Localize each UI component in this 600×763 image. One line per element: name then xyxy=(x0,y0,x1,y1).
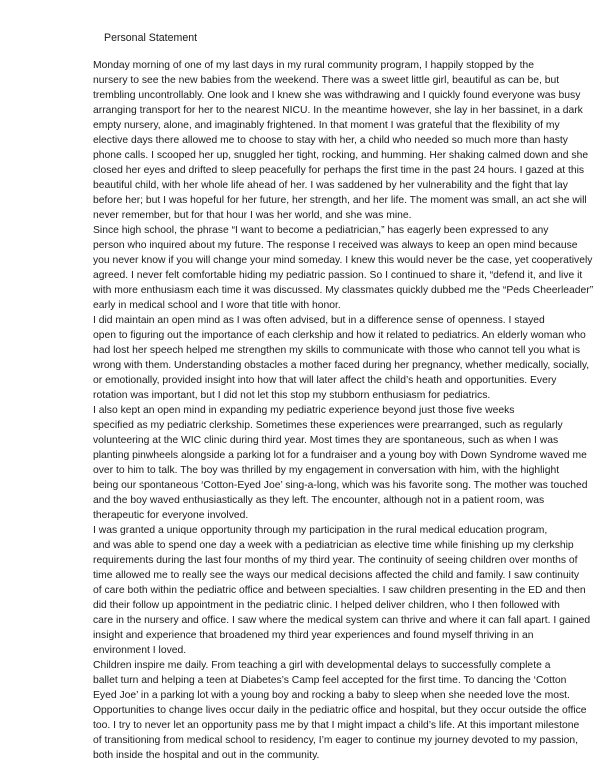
text-line: Children inspire me daily. From teaching a girl with developmental delays to successfully complete a xyxy=(93,660,551,671)
text-line: I did maintain an open mind as I was often advised, but in a difference sense of openness. I stayed xyxy=(93,315,545,326)
text-line: Monday morning of one of my last days in my rural community program, I happily stopped by the xyxy=(93,60,534,71)
text-line: of care both within the pediatric office and between specialties. I saw children presenting in the ED and then xyxy=(93,585,586,596)
text-line: therapeutic for everyone involved. xyxy=(93,510,249,521)
document-body xyxy=(56,58,594,763)
text-line: beautiful child, with her whole life ahead of her. I was saddened by her vulnerability and the fight that lay xyxy=(93,180,568,191)
text-line: wrong with them. Understanding obstacles a mother faced during her pregnancy, whether medically, socially, xyxy=(93,360,590,371)
text-line: closed her eyes and drifted to sleep peacefully for perhaps the first time in the past 24 hours. I gazed at this xyxy=(93,165,585,176)
text-line: both inside the hospital and out in the community. xyxy=(93,750,320,761)
text-line: ballet turn and helping a teen at Diabetes’s Camp feel accepted for the first time. To dancing the ‘Cotton xyxy=(93,675,567,686)
text-line: never remember, but for that hour I was her world, and she was mine. xyxy=(93,210,412,221)
text-line: early in medical school and I wore that title with honor. xyxy=(93,300,341,311)
text-line: and was able to spend one day a week with a pediatrician as elective time while finishing up my clerkship xyxy=(93,540,574,551)
text-line: insight and experience that broadened my third year experiences and found myself thriving in an xyxy=(93,630,534,641)
text-line: arranging transport for her to the nearest NICU. In the meantime however, she lay in her bassinet, in a dark xyxy=(93,105,583,116)
text-line: or emotionally, provided insight into how that will later affect the child’s heath and opportunities. Every xyxy=(93,375,557,386)
text-line: over to him to talk. The boy was thrilled by my engagement in conversation with him, with the highlight xyxy=(93,465,560,476)
text-line: too. I try to never let an opportunity pass me by that I might impact a child’s life. At this important milestone xyxy=(93,720,580,731)
text-line: of transitioning from medical school to residency, I’m eager to continue my journey devoted to my passion, xyxy=(93,735,579,746)
text-line: trembling uncontrollably. One look and I knew she was withdrawing and I quickly found everyone was busy xyxy=(93,90,581,101)
paragraph-3 xyxy=(56,313,590,403)
text-line: Eyed Joe’ in a parking lot with a young boy and rocking a baby to sleep when she needed love the most. xyxy=(93,690,570,701)
paragraph-2 xyxy=(56,223,594,313)
text-line: I was granted a unique opportunity through my participation in the rural medical education program, xyxy=(93,525,548,536)
paragraph-4 xyxy=(56,403,588,523)
paragraph-6 xyxy=(56,658,587,763)
text-line: Opportunities to change lives occur daily in the pediatric office and hospital, but they occur outside the office xyxy=(93,705,587,716)
text-line: planting pinwheels alongside a parking lot for a fundraiser and a young boy with Down Syndrome waved me xyxy=(93,450,587,461)
paragraph-1 xyxy=(56,58,589,223)
text-line: with more enthusiasm each time it was discussed. My classmates quickly dubbed me the “Peds Cheerleader” xyxy=(93,285,594,296)
text-line: Since high school, the phrase “I want to become a pediatrician,” has eagerly been expressed to any xyxy=(93,225,549,236)
text-line: requirements during the last four months of my third year. The continuity of seeing children over months of xyxy=(93,555,578,566)
text-line: volunteering at the WIC clinic during third year. Most times they are spontaneous, such as when I was xyxy=(93,435,559,446)
text-line: care in the nursery and office. I saw where the medical system can thrive and where it can fall apart. I gained xyxy=(93,615,591,626)
text-line: phone calls. I scooped her up, snuggled her tight, rocking, and humming. Her shaking calmed down and she xyxy=(93,150,589,161)
text-line: time allowed me to really see the ways our medical decisions affected the child and family. I saw continuity xyxy=(93,570,580,581)
text-line: before her; but I was hopeful for her future, her strength, and her life. The moment was small, an act she will xyxy=(93,195,587,206)
text-line: environment I loved. xyxy=(93,645,187,656)
text-line: rotation was important, but I did not let this stop my stubborn enthusiasm for pediatrics. xyxy=(93,390,491,401)
text-line: agreed. I never felt comfortable hiding my pediatric passion. So I continued to share it, “defend it, and live it xyxy=(93,270,583,281)
text-line: had lost her speech helped me strengthen my skills to communicate with those who cannot tell you what is xyxy=(93,345,580,356)
page-title: Personal Statement xyxy=(104,32,198,44)
text-line: I also kept an open mind in expanding my pediatric experience beyond just those five weeks xyxy=(93,405,515,416)
text-line: and the boy waved enthusiastically as they left. The encounter, although not in a patient room, was xyxy=(93,495,545,506)
text-line: did their follow up appointment in the pediatric clinic. I helped deliver children, who I then followed with xyxy=(93,600,560,611)
text-line: open to figuring out the importance of each clerkship and how it related to pediatrics. An elderly woman who xyxy=(93,330,586,341)
text-line: person who inquired about my future. The response I received was always to keep an open mind because xyxy=(93,240,578,251)
text-line: elective days there allowed me to choose to stay with her, a child who needed so much more than hasty xyxy=(93,135,568,146)
text-line: you never know if you will change your mind someday. I knew this would never be the case, yet cooperatively xyxy=(93,255,593,266)
text-line: being our spontaneous ‘Cotton-Eyed Joe’ sing-a-long, which was his favorite song. The mother was touched xyxy=(93,480,588,491)
text-line: empty nursery, alone, and imaginably frightened. In that moment I was grateful that the flexibility of my xyxy=(93,120,560,131)
text-line: nursery to see the new babies from the weekend. There was a sweet little girl, beautiful as can be, but xyxy=(93,75,560,86)
text-line: specified as my pediatric clerkship. Sometimes these experiences were prearranged, such as regularly xyxy=(93,420,563,431)
paragraph-5 xyxy=(56,523,591,658)
